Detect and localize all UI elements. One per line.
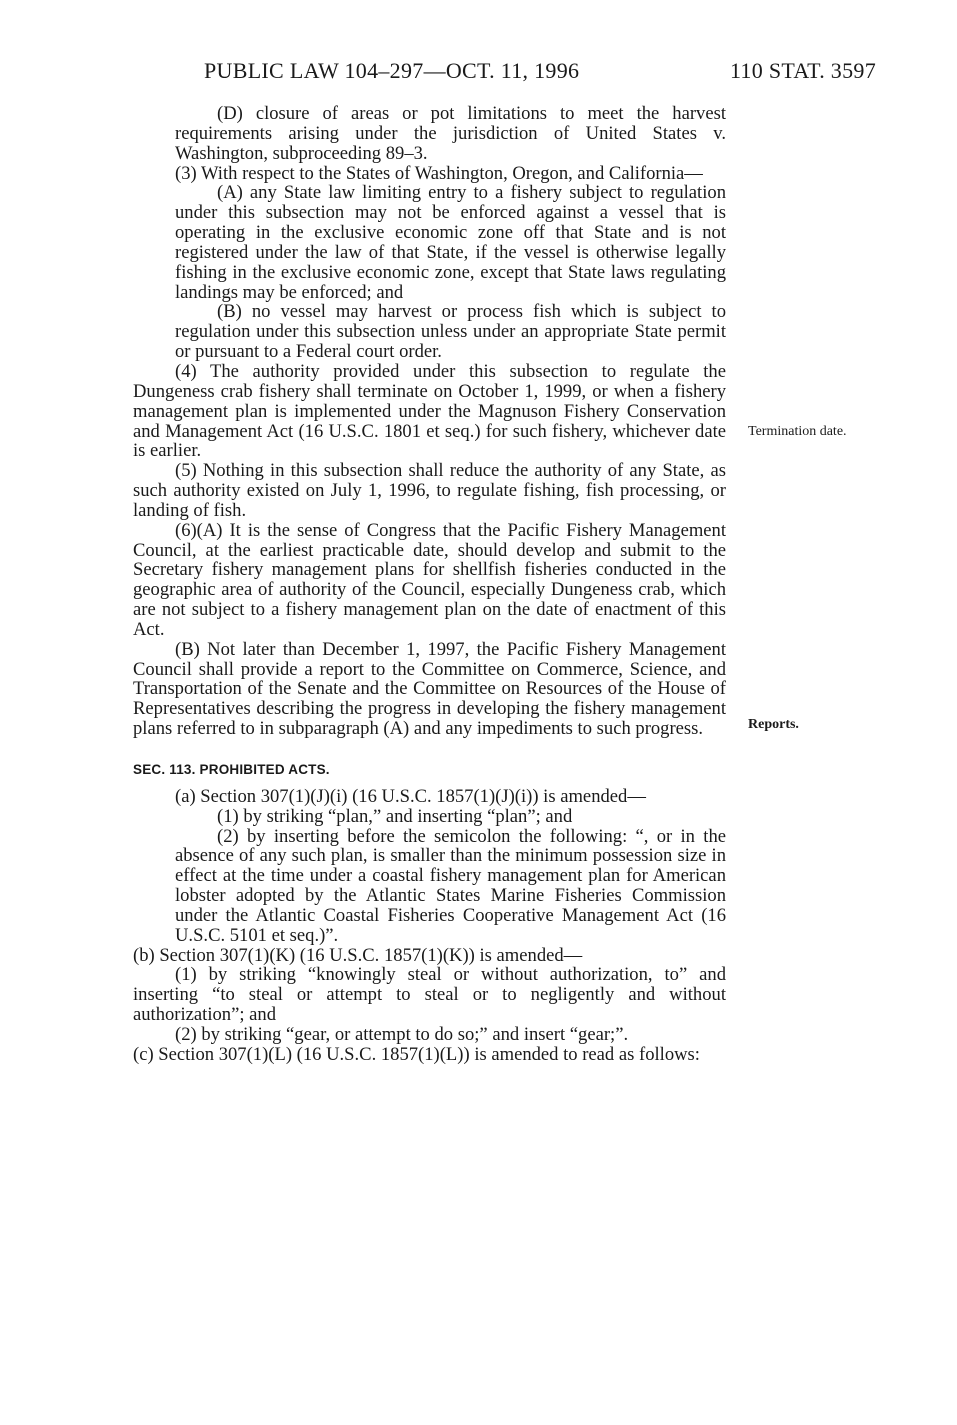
paragraph-3-states: (3) With respect to the States of Washington, Oregon, and California—	[175, 162, 703, 184]
paragraph-b1-striking-steal: (1) by striking “knowingly steal or without authorization, to” and inserting “to steal or attempt to steal or to negligently and without authorization”; and	[133, 964, 726, 1026]
header-stat-page: 110 STAT. 3597	[729, 58, 876, 83]
paragraph-6a-sense-of-congress: (6)(A) It is the sense of Congress that the Pacific Fishery Management Council, at the earliest practicable date, should develop and submit to the Secretary fishery management plans for shellfish fisheries conducted in the geographic area of authority of the Council, especially Dungeness crab, which are not subject to a fishery management plan on the date of enactment of this Act.	[133, 519, 726, 640]
paragraph-5-nothing: (5) Nothing in this subsection shall reduce the authority of any State, as such authority existed on July 1, 1996, to regulate fishing, fish processing, or landing of fish.	[133, 460, 726, 521]
paragraph-3a-state-law: (A) any State law limiting entry to a fishery subject to regulation under this subsection may not be enforced against a vessel that is operating in the exclusive economic zone off that State and is not registered under the law of that State, if the vessel is otherwise legally fishing in the exclusive economic zone, except that State laws regulating landings may be enforced; and	[175, 182, 726, 303]
paragraph-a1-striking-plan: (1) by striking “plan,” and inserting “plan”; and	[217, 805, 573, 827]
paragraph-d-closure: (D) closure of areas or pot limitations to meet the harvest requirements arising under the jurisdiction of United States v. Washington, subproceeding 89–3.	[175, 103, 726, 164]
paragraph-a-section-307: (a) Section 307(1)(J)(i) (16 U.S.C. 1857(1)(J)(i)) is amended—	[175, 785, 646, 807]
running-header	[204, 58, 876, 86]
section-heading: SEC. 113. PROHIBITED ACTS.	[133, 762, 330, 777]
margin-note-reports: Reports.	[748, 717, 799, 732]
margin-note-termination-date: Termination date.	[748, 424, 847, 439]
body-text	[133, 104, 726, 1065]
paragraph-4-authority: (4) The authority provided under this subsection to regulate the Dungeness crab fishery shall terminate on October 1, 1999, or when a fishery management plan is implemented under the Magnuson Fishery Conservation and Management Act (16 U.S.C. 1801 et seq.) for such fishery, whichever date is earlier.	[133, 360, 726, 462]
paragraph-b-section-307k: (b) Section 307(1)(K) (16 U.S.C. 1857(1)(K)) is amended—	[133, 944, 583, 966]
paragraph-c-section-307l: (c) Section 307(1)(L) (16 U.S.C. 1857(1)(L)) is amended to read as follows:	[133, 1043, 700, 1065]
paragraph-a2-inserting: (2) by inserting before the semicolon the following: “, or in the absence of any such plan, is smaller than the minimum possession size in effect at the time under a coastal fishery management plan for American lobster adopted by the Atlantic States Marine Fisheries Commission under the Atlantic Coastal Fisheries Cooperative Management Act (16 U.S.C. 5101 et seq.)”.	[175, 825, 726, 946]
header-law-citation: PUBLIC LAW 104–297—OCT. 11, 1996	[204, 58, 580, 83]
paragraph-b2-striking-gear: (2) by striking “gear, or attempt to do so;” and insert “gear;”.	[175, 1023, 629, 1045]
paragraph-6b-report: (B) Not later than December 1, 1997, the Pacific Fishery Management Council shall provide a report to the Committee on Commerce, Science, and Transportation of the Senate and the Committee on Resources of the House of Representatives describing the progress in developing the fishery management plans referred to in subparagraph (A) and any impediments to such progress.	[133, 638, 726, 740]
paragraph-3b-no-vessel: (B) no vessel may harvest or process fish which is subject to regulation under this subsection unless under an appropriate State permit or pursuant to a Federal court order.	[175, 301, 726, 363]
